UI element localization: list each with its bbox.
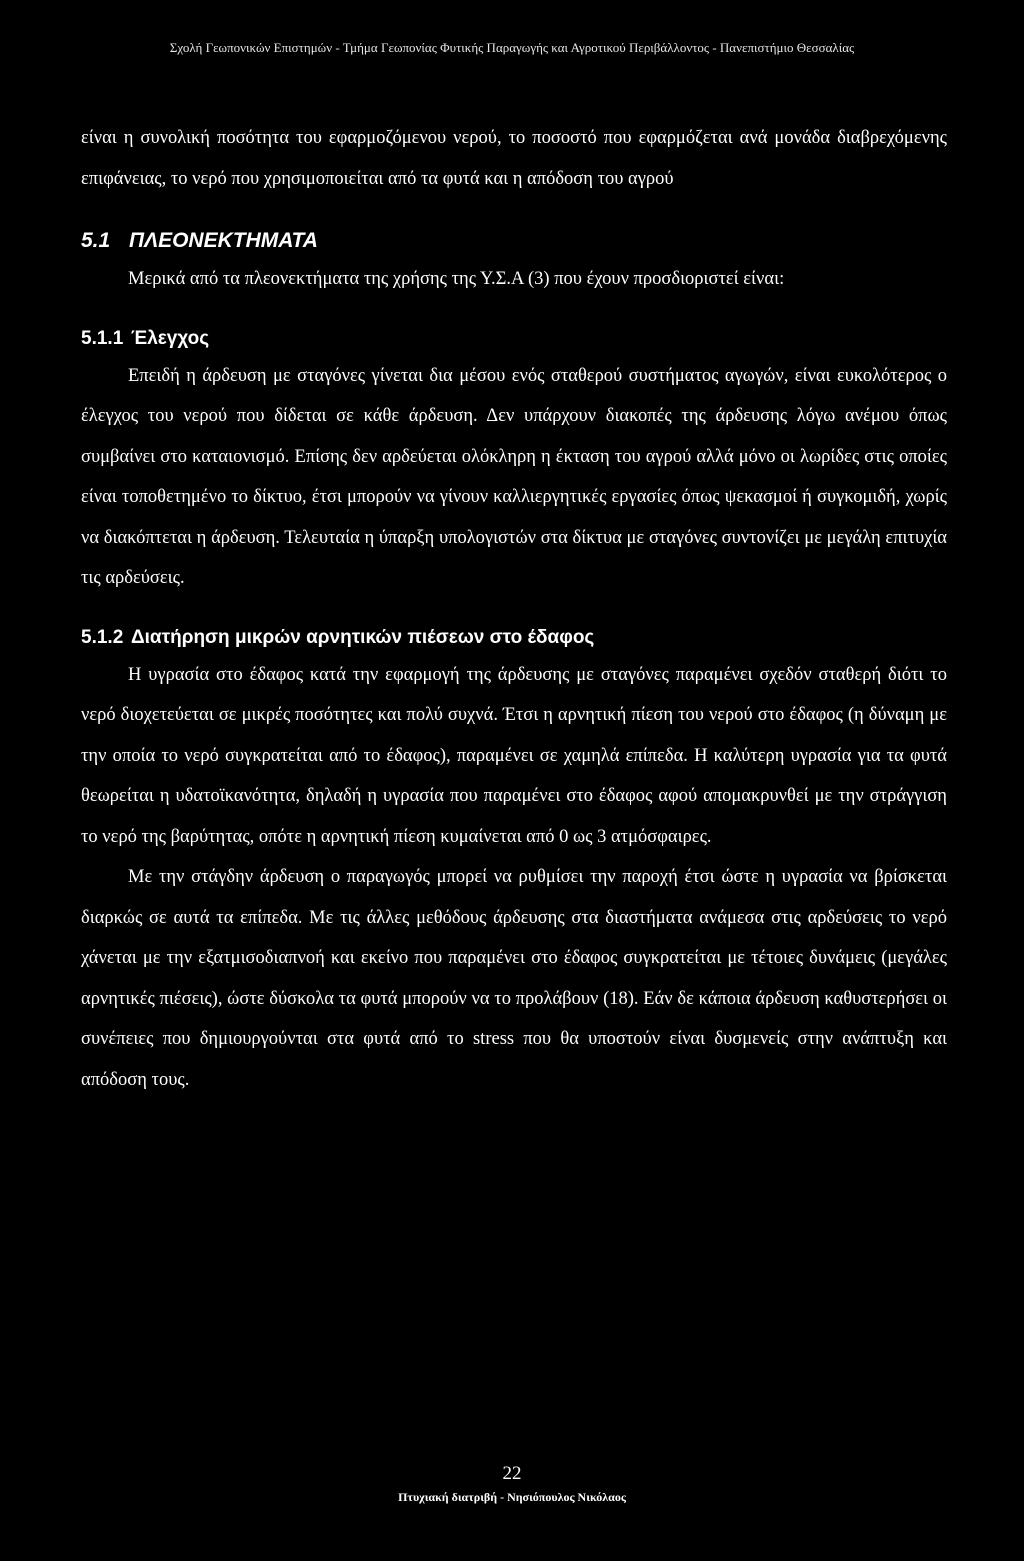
- section-heading: [81, 223, 947, 259]
- pressure-paragraph-2: Με την στάγδην άρδευση ο παραγωγός μπορεί να ρυθμίσει την παροχή έτσι ώστε η υγρασία να βρίσκεται διαρκώς σε αυτά τα επίπεδα. Με τις άλλες μεθόδους άρδευσης στα διαστήματα ανάμεσα στις αρδεύσεις το νερό χάνεται με την εξατμισοδιαπνοή και εκείνο που παραμένει στο έδαφος συγκρατείται με τέτοιες δυνάμεις (μεγάλες αρνητικές πιέσεις), ώστε δύσκολα τα φυτά μπορούν να το προλάβουν (18). Εάν δε κάποια άρδευση καθυστερήσει οι συνέπειες που δημιουργούνται στα φυτά από το stress που θα υποστούν είναι δυσμενείς στην ανάπτυξη και απόδοση τους.: [81, 867, 947, 1090]
- section-title: ΠΛΕΟΝΕΚΤΗΜΑΤΑ: [129, 229, 318, 252]
- subsection-heading-pressure: [81, 621, 947, 655]
- section-number: 5.1: [81, 229, 111, 252]
- intro-paragraph: είναι η συνολική ποσότητα του εφαρμοζόμενου νερού, το ποσοστό που εφαρμόζεται ανά μονάδα διαβρεχόμενης επιφάνειας, το νερό που χρησιμοποιείται από τα φυτά και η απόδοση του αγρού: [81, 128, 947, 189]
- page-number: 22: [502, 1463, 522, 1484]
- section-intro-paragraph: Μερικά από τα πλεονεκτήματα της χρήσης της Υ.Σ.Α (3) που έχουν προσδιοριστεί είναι:: [128, 269, 785, 289]
- subsection-number: 5.1.1: [81, 327, 124, 349]
- running-header: Σχολή Γεωπονικών Επιστημών - Τμήμα Γεωπονίας Φυτικής Παραγωγής και Αγροτικού Περιβάλλοντος - Πανεπιστήμιο Θεσσαλίας: [169, 40, 855, 55]
- control-paragraph: Επειδή η άρδευση με σταγόνες γίνεται δια μέσου ενός σταθερού συστήματος αγωγών, είναι ευκολότερος ο έλεγχος του νερού που δίδεται σε κάθε άρδευση. Δεν υπάρχουν διακοπές της άρδευσης λόγω ανέμου όπως συμβαίνει στο καταιονισμό. Επίσης δεν αρδεύεται ολόκληρη η έκταση του αγρού αλλά μόνο οι λωρίδες στις οποίες είναι τοποθετημένο το δίκτυο, έτσι μπορούν να γίνουν καλλιεργητικές εργασίες όπως ψεκασμοί ή συγκομιδή, χωρίς να διακόπτεται η άρδευση. Τελευταία η ύπαρξη υπολογιστών στα δίκτυα με σταγόνες συντονίζει με μεγάλη επιτυχία τις αρδεύσεις.: [81, 365, 947, 588]
- subsection-title: Διατήρηση μικρών αρνητικών πιέσεων στο έδαφος: [131, 626, 595, 648]
- subsection-number: 5.1.2: [81, 626, 124, 648]
- subsection-title: Έλεγχος: [131, 327, 210, 349]
- subsection-heading-control: [81, 322, 947, 356]
- pressure-paragraph-1: Η υγρασία στο έδαφος κατά την εφαρμογή της άρδευσης με σταγόνες παραμένει σχεδόν σταθερή διότι το νερό διοχετεύεται σε μικρές ποσότητες και πολύ συχνά. Έτσι η αρνητική πίεση του νερού στο έδαφος (η δύναμη με την οποία το νερό συγκρατείται από το έδαφος), παραμένει σε χαμηλά επίπεδα. Η καλύτερη υγρασία για τα φυτά θεωρείται η υδατοϊκανότητα, δηλαδή η υγρασία που παραμένει στο έδαφος αφού απομακρυνθεί με την στράγγιση το νερό της βαρύτητας, οπότε η αρνητική πίεση κυμαίνεται από 0 ως 3 ατμόσφαιρες.: [81, 664, 947, 847]
- page-body: [81, 118, 947, 1100]
- running-footer: Πτυχιακή διατριβή - Νησιόπουλος Νικόλαος: [398, 1490, 626, 1504]
